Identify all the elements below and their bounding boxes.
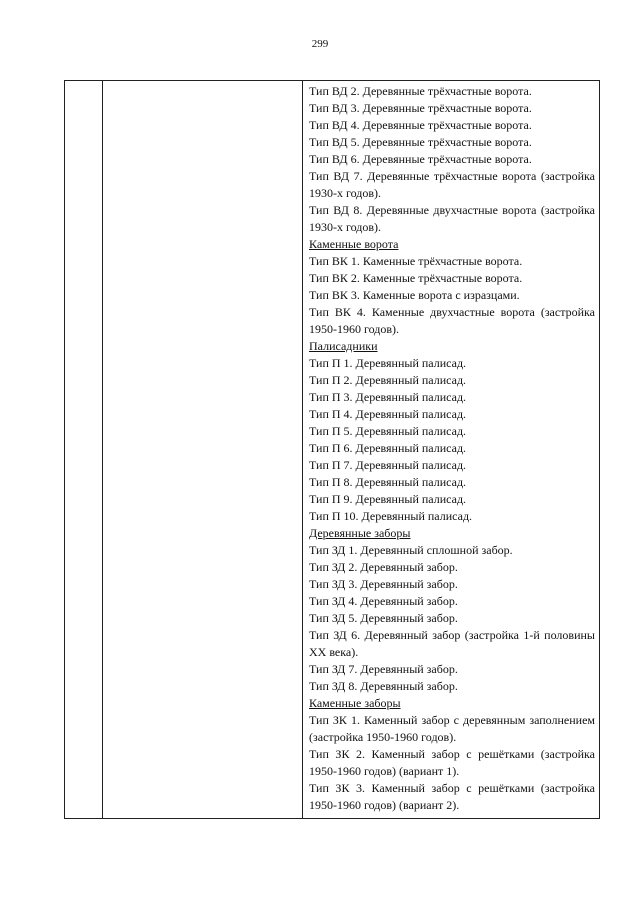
section-heading: Каменные заборы [309,696,401,710]
list-item: Тип ЗД 7. Деревянный забор. [309,662,458,676]
list-item: Тип П 10. Деревянный палисад. [309,509,473,523]
list-item: Тип ЗК 1. Каменный забор с деревянным заполнением (застройка 1950-1960 годов). [309,713,595,744]
list-item: Тип П 9. Деревянный палисад. [309,492,467,506]
list-item: Тип ЗД 4. Деревянный забор. [309,594,458,608]
section-heading: Палисадники [309,339,378,353]
list-item: Тип П 7. Деревянный палисад. [309,458,467,472]
list-item: Тип ВД 6. Деревянные трёхчастные ворота. [309,152,532,166]
list-item: Тип ЗД 3. Деревянный забор. [309,577,458,591]
document-table [64,80,600,819]
list-item: Тип ВК 2. Каменные трёхчастные ворота. [309,271,523,285]
table-row [65,81,600,819]
table-cell-types [303,81,600,819]
list-item: Тип ВК 4. Каменные двухчастные ворота (застройка 1950-1960 годов). [309,305,595,336]
table-cell-name [103,81,303,819]
list-item: Тип ВК 3. Каменные ворота с изразцами. [309,288,520,302]
list-item: Тип П 1. Деревянный палисад. [309,356,467,370]
list-item: Тип П 8. Деревянный палисад. [309,475,467,489]
list-item: Тип ЗД 5. Деревянный забор. [309,611,458,625]
list-item: Тип ЗК 2. Каменный забор с решётками (застройка 1950-1960 годов) (вариант 1). [309,747,595,778]
list-item: Тип П 4. Деревянный палисад. [309,407,467,421]
list-item: Тип ВД 3. Деревянные трёхчастные ворота. [309,101,532,115]
list-item: Тип П 5. Деревянный палисад. [309,424,467,438]
table-cell-number [65,81,103,819]
list-item: Тип ВД 4. Деревянные трёхчастные ворота. [309,118,532,132]
list-item: Тип ЗД 6. Деревянный забор (застройка 1-й половины XX века). [309,628,595,659]
list-item: Тип ВД 5. Деревянные трёхчастные ворота. [309,135,532,149]
list-item: Тип ЗК 3. Каменный забор с решётками (застройка 1950-1960 годов) (вариант 2). [309,781,595,812]
page-number: 299 [311,38,329,50]
list-item: Тип ЗД 1. Деревянный сплошной забор. [309,543,513,557]
list-item: Тип П 2. Деревянный палисад. [309,373,467,387]
list-item: Тип П 6. Деревянный палисад. [309,441,467,455]
section-heading: Каменные ворота [309,237,399,251]
list-item: Тип ВД 8. Деревянные двухчастные ворота (застройка 1930-х годов). [309,203,595,234]
list-item: Тип ВД 7. Деревянные трёхчастные ворота (застройка 1930-х годов). [309,169,595,200]
list-item: Тип ВД 2. Деревянные трёхчастные ворота. [309,84,532,98]
types-list [303,81,599,818]
list-item: Тип ВК 1. Каменные трёхчастные ворота. [309,254,523,268]
list-item: Тип П 3. Деревянный палисад. [309,390,467,404]
section-heading: Деревянные заборы [309,526,411,540]
list-item: Тип ЗД 8. Деревянный забор. [309,679,458,693]
list-item: Тип ЗД 2. Деревянный забор. [309,560,458,574]
